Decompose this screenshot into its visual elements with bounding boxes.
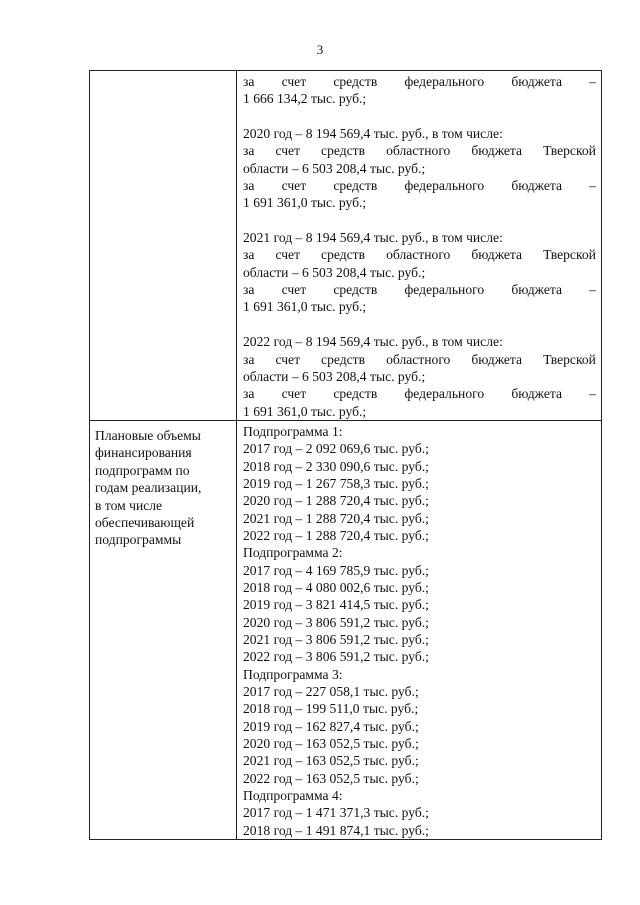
word: федерального <box>404 386 485 402</box>
year-line: 2020 год – 3 806 591,2 тыс. руб.; <box>243 614 429 630</box>
year-line: 2022 год – 1 288 720,4 тыс. руб.; <box>243 527 429 543</box>
year-line: 2018 год – 2 330 090,6 тыс. руб.; <box>243 458 429 474</box>
row1-content <box>237 71 601 420</box>
row1-label-cell <box>90 71 237 421</box>
word: бюджета <box>511 74 563 89</box>
word: федерального <box>404 74 485 89</box>
row1-label <box>90 71 236 77</box>
word: – <box>589 282 596 298</box>
year-line: 2022 год – 163 052,5 тыс. руб.; <box>243 770 419 786</box>
year-line: 2021 год – 163 052,5 тыс. руб.; <box>243 753 419 769</box>
text-line: области – 6 503 208,4 тыс. руб.; <box>243 368 426 384</box>
year-line: 2017 год – 1 471 371,3 тыс. руб.; <box>243 805 429 821</box>
text-line: 1 691 361,0 тыс. руб.; <box>243 403 367 419</box>
subprogram-title: Подпрограмма 2: <box>243 545 343 561</box>
word: областного <box>386 351 451 367</box>
word: счет <box>281 386 307 402</box>
block-gap <box>243 108 596 125</box>
text-line: области – 6 503 208,4 тыс. руб.; <box>243 160 426 176</box>
year-line: 2019 год – 3 821 414,5 тыс. руб.; <box>243 597 429 613</box>
word: счет <box>281 178 307 194</box>
word: бюджета <box>511 282 563 298</box>
year-line: 2018 год – 199 511,0 тыс. руб.; <box>243 701 419 717</box>
label-line: Плановые объемы <box>95 427 201 443</box>
table-row <box>90 420 602 839</box>
block-gap <box>243 316 596 333</box>
table-row <box>90 71 602 421</box>
year-line: 2018 год – 1 491 874,1 тыс. руб.; <box>243 822 429 838</box>
word: Тверской <box>543 247 596 263</box>
word: областного <box>386 143 451 159</box>
program-table <box>89 70 602 840</box>
justified-line <box>243 385 596 402</box>
year-line: 2019 год – 162 827,4 тыс. руб.; <box>243 718 419 734</box>
row2-label-cell <box>90 420 237 839</box>
justified-line <box>243 281 596 298</box>
word: за <box>243 247 255 263</box>
word: средств <box>333 74 378 89</box>
word: Тверской <box>543 351 596 367</box>
word: федерального <box>404 178 485 194</box>
word: – <box>589 386 596 402</box>
row2-content <box>237 421 601 839</box>
subprogram-title: Подпрограмма 1: <box>243 423 343 439</box>
word: бюджета <box>471 351 523 367</box>
word: средств <box>321 247 366 263</box>
justified-line <box>243 73 596 90</box>
year-line: 2019 год – 1 267 758,3 тыс. руб.; <box>243 475 429 491</box>
year-line: 2018 год – 4 080 002,6 тыс. руб.; <box>243 579 429 595</box>
year-line: 2022 год – 3 806 591,2 тыс. руб.; <box>243 649 429 665</box>
word: бюджета <box>511 386 563 402</box>
text-line: 2022 год – 8 194 569,4 тыс. руб., в том числе: <box>243 334 503 350</box>
word: средств <box>321 143 366 159</box>
label-line: годам реализации, <box>95 480 202 496</box>
subprogram-title: Подпрограмма 3: <box>243 666 343 682</box>
label-line: подпрограммы <box>95 532 182 548</box>
row1-content-cell <box>237 71 602 421</box>
year-line: 2020 год – 1 288 720,4 тыс. руб.; <box>243 493 429 509</box>
word: за <box>243 351 255 367</box>
row2-content-cell <box>237 420 602 839</box>
word: за <box>243 178 255 194</box>
label-line: в том числе <box>95 497 163 513</box>
word: средств <box>333 386 378 402</box>
word: счет <box>275 143 301 159</box>
text-line: 1 691 361,0 тыс. руб.; <box>243 195 367 211</box>
label-line: обеспечивающей <box>95 514 195 530</box>
year-line: 2020 год – 163 052,5 тыс. руб.; <box>243 736 419 752</box>
word: областного <box>386 247 451 263</box>
word: – <box>589 74 596 89</box>
text-line: 2020 год – 8 194 569,4 тыс. руб., в том числе: <box>243 126 503 142</box>
page-number: 3 <box>316 42 324 57</box>
block-gap <box>243 212 596 229</box>
year-line: 2017 год – 2 092 069,6 тыс. руб.; <box>243 441 429 457</box>
word: счет <box>281 282 307 298</box>
justified-line <box>243 142 596 159</box>
word: средств <box>333 282 378 298</box>
text-line: 2021 год – 8 194 569,4 тыс. руб., в том числе: <box>243 230 503 246</box>
word: – <box>589 178 596 194</box>
word: за <box>243 74 255 89</box>
year-line: 2017 год – 4 169 785,9 тыс. руб.; <box>243 562 429 578</box>
text-line: 1 666 134,2 тыс. руб.; <box>243 91 367 107</box>
justified-line <box>243 351 596 368</box>
word: счет <box>275 351 301 367</box>
label-line: подпрограмм по <box>95 462 190 478</box>
word: за <box>243 282 255 298</box>
label-line: финансирования <box>95 445 192 461</box>
word: средств <box>333 178 378 194</box>
word: федерального <box>404 282 485 298</box>
justified-line <box>243 246 596 263</box>
text-line: области – 6 503 208,4 тыс. руб.; <box>243 264 426 280</box>
word: бюджета <box>471 143 523 159</box>
year-line: 2021 год – 1 288 720,4 тыс. руб.; <box>243 510 429 526</box>
word: Тверской <box>543 143 596 159</box>
word: бюджета <box>511 178 563 194</box>
row2-label <box>90 421 236 549</box>
word: за <box>243 386 255 402</box>
subprogram-title: Подпрограмма 4: <box>243 788 343 804</box>
word: бюджета <box>471 247 523 263</box>
word: счет <box>281 74 307 89</box>
word: средств <box>321 351 366 367</box>
word: счет <box>275 247 301 263</box>
justified-line <box>243 177 596 194</box>
year-line: 2021 год – 3 806 591,2 тыс. руб.; <box>243 632 429 647</box>
year-line: 2017 год – 227 058,1 тыс. руб.; <box>243 684 419 700</box>
word: за <box>243 143 255 159</box>
text-line: 1 691 361,0 тыс. руб.; <box>243 299 367 315</box>
